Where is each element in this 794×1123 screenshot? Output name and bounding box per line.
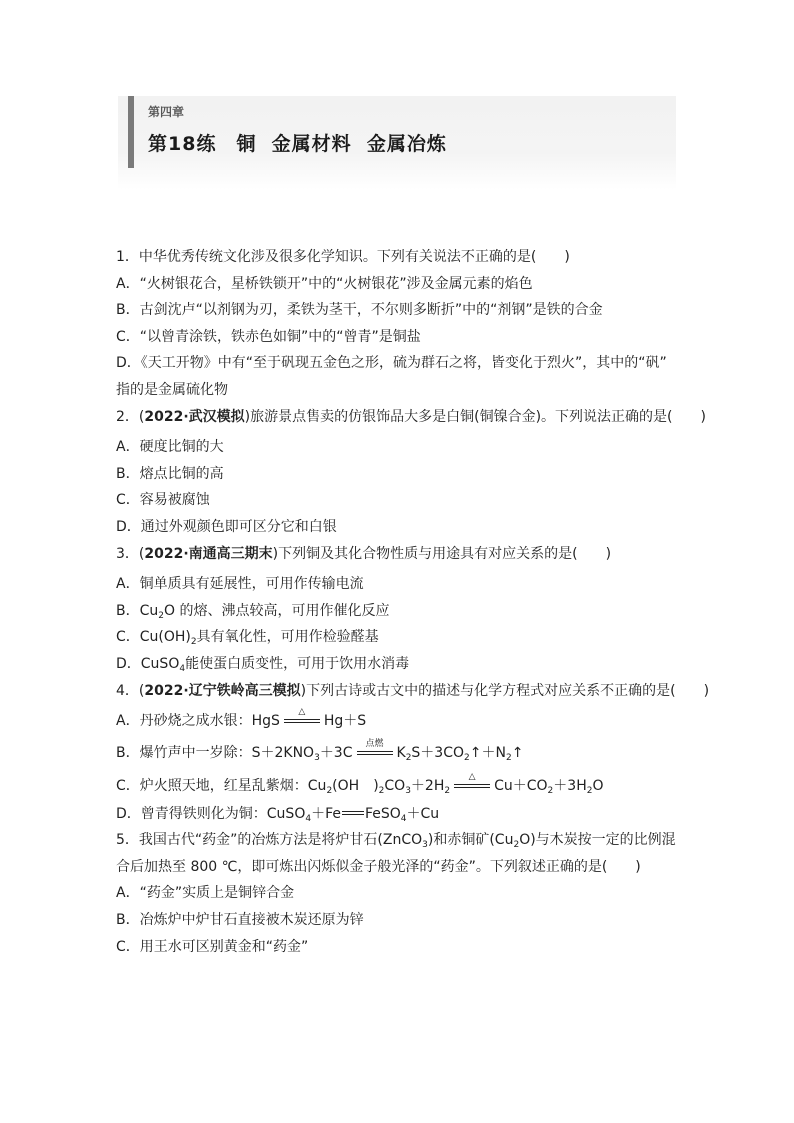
question-stem-continued: 合后加热至 800 ℃，即可炼出闪烁似金子般光泽的“药金”。下列叙述正确的是( ) (116, 858, 641, 875)
option-text: C．Cu(OH) (116, 629, 191, 646)
option-text: ↑ (511, 744, 524, 761)
option-a: A．“火树银花合，星桥铁锁开”中的“火树银花”涉及金属元素的焰色 (116, 275, 533, 292)
question-3 (116, 541, 682, 678)
subscript: 2 (586, 785, 593, 796)
question-source: 2022·武汉模拟 (144, 408, 245, 425)
question-stem (116, 404, 706, 431)
option-d: D．通过外观颜色即可区分它和白银 (116, 518, 337, 535)
question-source: 2022·辽宁铁岭高三模拟 (144, 682, 301, 699)
option-b (116, 735, 682, 767)
subscript: 4 (305, 813, 312, 824)
option-text: B．爆竹声中一岁除：S＋2KNO (116, 744, 315, 761)
subscript: 2 (405, 752, 412, 763)
option-d (116, 801, 682, 828)
question-text: )下列古诗或古文中的描述与化学方程式对应关系不正确的是( ) (300, 682, 710, 699)
option-text: ＋3C (319, 744, 353, 761)
option-d: D．《天工开物》中有“至于矾现五金色之形，硫为群石之将，皆变化于烈火”，其中的“矾” (116, 355, 667, 372)
option-text: O 的熔、沸点较高，可用作催化反应 (164, 602, 390, 619)
option-text: 具有氧化性，可用作检验醛基 (196, 629, 379, 646)
option-b: B．熔点比铜的高 (116, 465, 224, 482)
question-stem (116, 827, 682, 854)
option-b: B．古剑沈卢“以剂钢为刃，柔铁为茎干，不尔则多断折”中的“剂钢”是铁的合金 (116, 302, 603, 319)
question-2 (116, 404, 706, 541)
ignite-label: 点燃 (365, 738, 384, 749)
chapter-header (118, 96, 676, 190)
subscript: 3 (405, 785, 411, 796)
option-text: 能使蛋白质变性，可用于饮用水消毒 (185, 655, 410, 672)
question-4 (116, 678, 710, 828)
question-stem: 1．中华优秀传统文化涉及很多化学知识。下列有关说法不正确的是( ) (116, 249, 570, 265)
option-text: FeSO (364, 805, 401, 822)
subscript: 3 (422, 840, 428, 851)
subscript: 2 (464, 752, 470, 763)
option-text: CO (384, 777, 406, 794)
question-text: )下列铜及其化合物性质与用途具有对应关系的是( ) (272, 545, 612, 562)
option-c: C．用王水可区别黄金和“药金” (116, 938, 309, 955)
option-text: K (396, 744, 406, 761)
option-b: B．冶炼炉中炉甘石直接被木炭还原为锌 (116, 912, 364, 929)
question-5 (116, 827, 682, 960)
option-c (116, 624, 682, 651)
question-text: O)与木炭按一定的比例混 (519, 832, 676, 849)
subscript: 2 (378, 785, 385, 796)
option-text: Hg＋S (323, 713, 367, 730)
option-text: C．炉火照天地，红星乱紫烟：Cu (116, 777, 327, 794)
subscript: 2 (513, 840, 520, 851)
subscript: 3 (314, 752, 320, 763)
option-text: ＋Fe (311, 805, 341, 822)
question-stem (116, 678, 710, 705)
reaction-arrow-ignite (357, 738, 393, 760)
option-text: B．Cu (116, 602, 159, 619)
header-accent-bar (128, 96, 134, 168)
option-d-continued: 指的是金属硫化物 (116, 381, 228, 398)
option-text: ↑＋N (469, 744, 506, 761)
question-text: )和赤铜矿(Cu (427, 832, 514, 849)
subscript: 4 (179, 663, 186, 674)
option-c: C．“以曾青涂铁，铁赤色如铜”中的“曾青”是铜盐 (116, 328, 421, 345)
option-a: A．硬度比铜的大 (116, 439, 224, 456)
option-text: Cu＋CO (494, 777, 548, 794)
page-title: 第18练 铜 金属材料 金属冶炼 (148, 133, 447, 155)
option-text: ＋2H (410, 777, 445, 794)
question-source: 2022·南通高三期末 (144, 545, 273, 562)
option-text: ＋3H (553, 777, 587, 794)
option-text: D．CuSO (116, 655, 180, 672)
subscript: 2 (158, 610, 164, 621)
question-text: )旅游景点售卖的仿银饰品大多是白铜(铜镍合金)。下列说法正确的是( ) (244, 408, 706, 425)
subscript: 2 (190, 637, 197, 648)
subscript: 2 (505, 752, 512, 763)
question-stem (116, 541, 682, 568)
question-text: 5．我国古代“药金”的冶炼方法是将炉甘石(ZnCO (116, 832, 423, 849)
reaction-arrow-heat (454, 771, 490, 793)
question-number: 4．( (116, 682, 145, 699)
option-text: ＋Cu (406, 805, 440, 822)
heat-symbol: △ (298, 707, 306, 718)
chapter-label: 第四章 (148, 105, 185, 119)
subscript: 4 (400, 813, 407, 824)
option-text: D．曾青得铁则化为铜：CuSO (116, 805, 306, 822)
option-text: A．丹砂烧之成水银：HgS (116, 713, 280, 730)
option-text: ) (373, 777, 379, 794)
question-1 (116, 244, 682, 404)
option-a (116, 708, 682, 735)
question-number: 3．( (116, 545, 145, 562)
question-number: 2．( (116, 408, 145, 425)
option-text: S＋3CO (411, 744, 465, 761)
option-text: O (592, 777, 604, 794)
option-text: (OH (332, 777, 360, 794)
option-a: A．“药金”实质上是铜锌合金 (116, 885, 295, 902)
subscript: 2 (547, 785, 554, 796)
equals-sign (342, 809, 364, 819)
option-d (116, 651, 682, 678)
heat-symbol: △ (468, 771, 476, 782)
option-b (116, 598, 682, 625)
question-list (116, 244, 710, 960)
option-a: A．铜单质具有延展性，可用作传输电流 (116, 576, 364, 593)
subscript: 2 (444, 785, 451, 796)
reaction-arrow-heat (284, 707, 320, 728)
option-c (116, 767, 682, 801)
option-c: C．容易被腐蚀 (116, 492, 210, 509)
subscript: 2 (326, 785, 333, 796)
